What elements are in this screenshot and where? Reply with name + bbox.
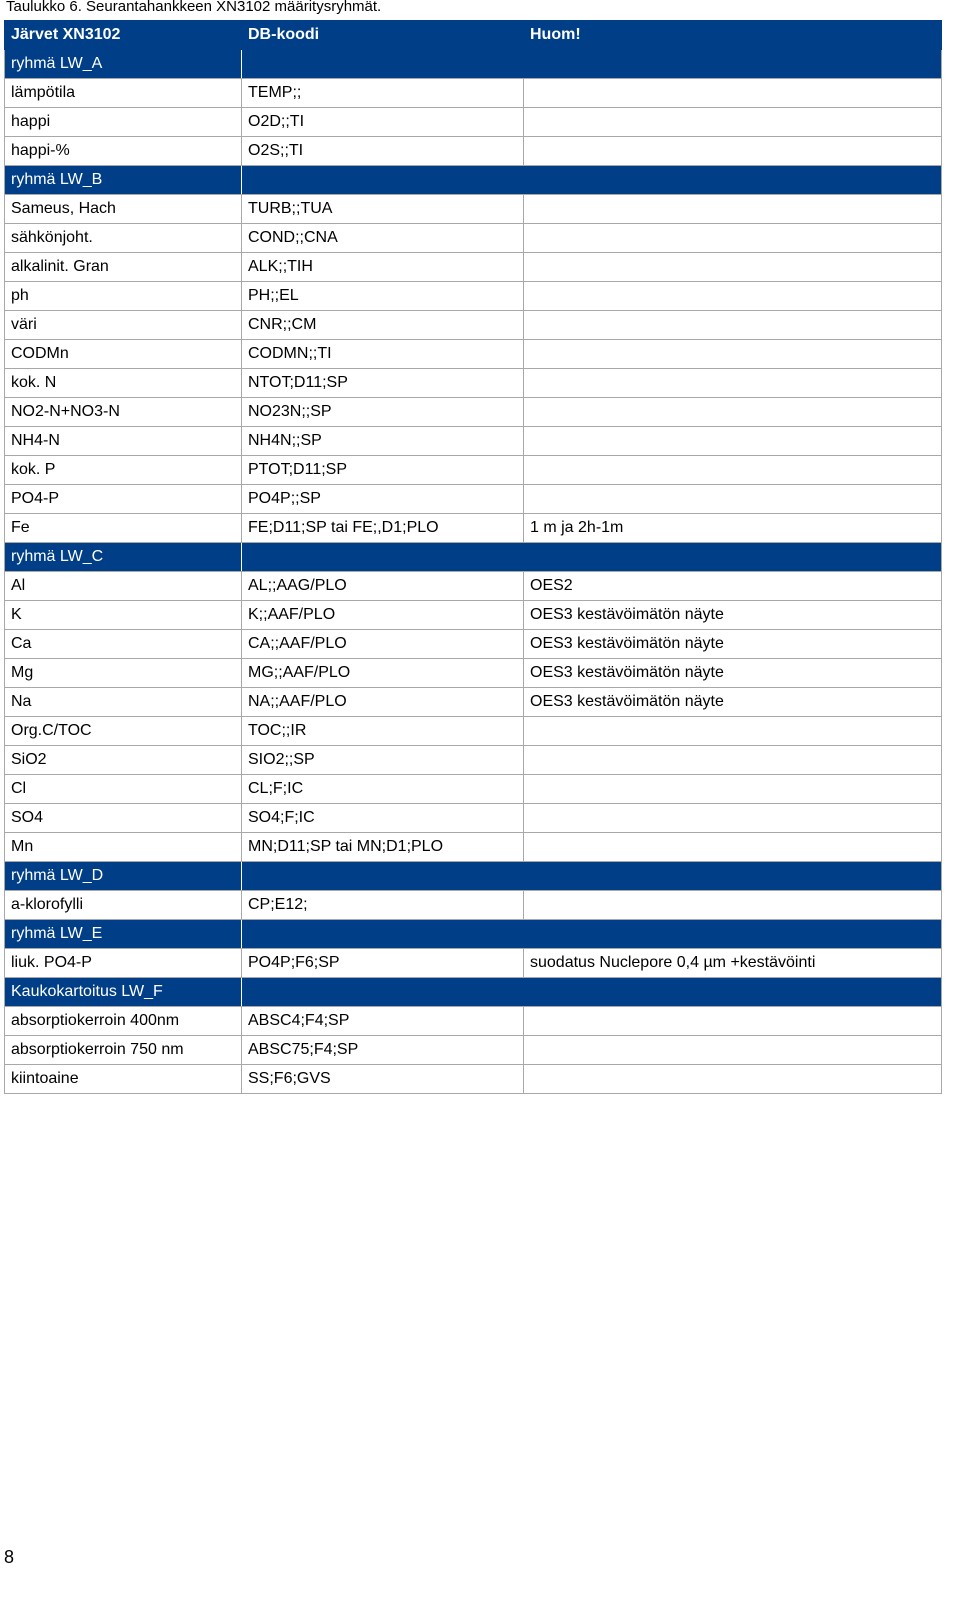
note-cell	[524, 862, 942, 891]
table-row	[5, 775, 942, 804]
db-code-cell: TURB;;TUA	[242, 195, 524, 224]
db-code-cell: PH;;EL	[242, 282, 524, 311]
table-caption: Taulukko 6. Seurantahankkeen XN3102 määritysryhmät.	[6, 0, 382, 15]
note-cell	[524, 137, 942, 166]
determination-name-cell: PO4-P	[5, 485, 242, 514]
db-code-cell	[242, 978, 524, 1007]
determination-name-cell: Ca	[5, 630, 242, 659]
table-row	[5, 224, 942, 253]
note-cell	[524, 775, 942, 804]
db-code-cell: MG;;AAF/PLO	[242, 659, 524, 688]
db-code-cell: ABSC75;F4;SP	[242, 1036, 524, 1065]
table-row	[5, 195, 942, 224]
db-code-cell: NO23N;;SP	[242, 398, 524, 427]
db-code-cell: PO4P;;SP	[242, 485, 524, 514]
table-row	[5, 659, 942, 688]
table-body	[5, 50, 942, 1094]
page-number: 8	[4, 1547, 15, 1567]
table-row	[5, 456, 942, 485]
note-cell	[524, 746, 942, 775]
db-code-cell: SIO2;;SP	[242, 746, 524, 775]
note-cell	[524, 398, 942, 427]
column-header-note: Huom!	[524, 21, 942, 50]
table-row	[5, 282, 942, 311]
note-cell	[524, 485, 942, 514]
determination-name-cell: SO4	[5, 804, 242, 833]
table-row	[5, 369, 942, 398]
note-cell	[524, 195, 942, 224]
table-row	[5, 514, 942, 543]
group-header-row	[5, 50, 942, 79]
db-code-cell: PTOT;D11;SP	[242, 456, 524, 485]
table-row	[5, 688, 942, 717]
db-code-cell: NA;;AAF/PLO	[242, 688, 524, 717]
determination-name-cell: ryhmä LW_A	[5, 50, 242, 79]
note-cell: suodatus Nuclepore 0,4 µm +kestävöinti	[524, 949, 942, 978]
note-cell	[524, 717, 942, 746]
note-cell	[524, 253, 942, 282]
table-row	[5, 79, 942, 108]
table-row	[5, 253, 942, 282]
table-row	[5, 630, 942, 659]
note-cell: OES2	[524, 572, 942, 601]
table-row	[5, 1007, 942, 1036]
group-header-row	[5, 978, 942, 1007]
determination-name-cell: happi-%	[5, 137, 242, 166]
table-row	[5, 891, 942, 920]
determination-name-cell: väri	[5, 311, 242, 340]
determination-name-cell: absorptiokerroin 400nm	[5, 1007, 242, 1036]
determination-name-cell: SiO2	[5, 746, 242, 775]
db-code-cell: SS;F6;GVS	[242, 1065, 524, 1094]
db-code-cell: TEMP;;	[242, 79, 524, 108]
db-code-cell: ABSC4;F4;SP	[242, 1007, 524, 1036]
determination-name-cell: Mn	[5, 833, 242, 862]
determination-name-cell: sähkönjoht.	[5, 224, 242, 253]
determination-name-cell: alkalinit. Gran	[5, 253, 242, 282]
determination-name-cell: ryhmä LW_B	[5, 166, 242, 195]
determination-name-cell: absorptiokerroin 750 nm	[5, 1036, 242, 1065]
db-code-cell	[242, 862, 524, 891]
note-cell	[524, 804, 942, 833]
db-code-cell: MN;D11;SP tai MN;D1;PLO	[242, 833, 524, 862]
note-cell	[524, 369, 942, 398]
db-code-cell: K;;AAF/PLO	[242, 601, 524, 630]
determination-name-cell: Mg	[5, 659, 242, 688]
note-cell	[524, 1036, 942, 1065]
db-code-cell: ALK;;TIH	[242, 253, 524, 282]
table-row	[5, 746, 942, 775]
note-cell	[524, 282, 942, 311]
determination-name-cell: Na	[5, 688, 242, 717]
note-cell: OES3 kestävöimätön näyte	[524, 630, 942, 659]
db-code-cell	[242, 50, 524, 79]
determination-name-cell: K	[5, 601, 242, 630]
db-code-cell: NH4N;;SP	[242, 427, 524, 456]
determination-name-cell: kiintoaine	[5, 1065, 242, 1094]
determination-name-cell: Org.C/TOC	[5, 717, 242, 746]
table-row	[5, 804, 942, 833]
db-code-cell: CA;;AAF/PLO	[242, 630, 524, 659]
db-code-cell: COND;;CNA	[242, 224, 524, 253]
determination-name-cell: kok. P	[5, 456, 242, 485]
db-code-cell: CL;F;IC	[242, 775, 524, 804]
note-cell: OES3 kestävöimätön näyte	[524, 601, 942, 630]
db-code-cell	[242, 920, 524, 949]
note-cell	[524, 224, 942, 253]
note-cell	[524, 340, 942, 369]
db-code-cell: CODMN;;TI	[242, 340, 524, 369]
column-header-db-code: DB-koodi	[242, 21, 524, 50]
table-row	[5, 427, 942, 456]
table-row	[5, 717, 942, 746]
determination-name-cell: a-klorofylli	[5, 891, 242, 920]
table-header-row	[5, 21, 942, 50]
note-cell	[524, 978, 942, 1007]
note-cell	[524, 79, 942, 108]
table-row	[5, 398, 942, 427]
db-code-cell: SO4;F;IC	[242, 804, 524, 833]
db-code-cell: O2D;;TI	[242, 108, 524, 137]
db-code-cell	[242, 543, 524, 572]
table-row	[5, 1065, 942, 1094]
table-row	[5, 311, 942, 340]
note-cell: OES3 kestävöimätön näyte	[524, 659, 942, 688]
note-cell	[524, 456, 942, 485]
determination-name-cell: Fe	[5, 514, 242, 543]
db-code-cell: FE;D11;SP tai FE;,D1;PLO	[242, 514, 524, 543]
determination-name-cell: NH4-N	[5, 427, 242, 456]
determination-name-cell: Sameus, Hach	[5, 195, 242, 224]
determination-groups-table	[4, 20, 942, 1094]
note-cell	[524, 891, 942, 920]
determination-name-cell: ryhmä LW_C	[5, 543, 242, 572]
table-row	[5, 572, 942, 601]
group-header-row	[5, 166, 942, 195]
table-row	[5, 108, 942, 137]
determination-name-cell: ph	[5, 282, 242, 311]
table-row	[5, 137, 942, 166]
note-cell	[524, 920, 942, 949]
determination-name-cell: Al	[5, 572, 242, 601]
determination-name-cell: kok. N	[5, 369, 242, 398]
group-header-row	[5, 862, 942, 891]
column-header-lakes: Järvet XN3102	[5, 21, 242, 50]
note-cell	[524, 1007, 942, 1036]
determination-name-cell: Kaukokartoitus LW_F	[5, 978, 242, 1007]
db-code-cell: AL;;AAG/PLO	[242, 572, 524, 601]
table-row	[5, 1036, 942, 1065]
table-row	[5, 949, 942, 978]
determination-name-cell: CODMn	[5, 340, 242, 369]
note-cell	[524, 108, 942, 137]
note-cell	[524, 50, 942, 79]
note-cell	[524, 311, 942, 340]
group-header-row	[5, 543, 942, 572]
note-cell	[524, 1065, 942, 1094]
determination-name-cell: NO2-N+NO3-N	[5, 398, 242, 427]
table-row	[5, 485, 942, 514]
note-cell	[524, 833, 942, 862]
determination-name-cell: Cl	[5, 775, 242, 804]
db-code-cell: CNR;;CM	[242, 311, 524, 340]
table-row	[5, 833, 942, 862]
db-code-cell: O2S;;TI	[242, 137, 524, 166]
db-code-cell: PO4P;F6;SP	[242, 949, 524, 978]
determination-name-cell: liuk. PO4-P	[5, 949, 242, 978]
determination-name-cell: ryhmä LW_E	[5, 920, 242, 949]
db-code-cell: TOC;;IR	[242, 717, 524, 746]
db-code-cell: NTOT;D11;SP	[242, 369, 524, 398]
note-cell: OES3 kestävöimätön näyte	[524, 688, 942, 717]
db-code-cell	[242, 166, 524, 195]
group-header-row	[5, 920, 942, 949]
determination-name-cell: ryhmä LW_D	[5, 862, 242, 891]
table-row	[5, 340, 942, 369]
note-cell	[524, 427, 942, 456]
note-cell	[524, 166, 942, 195]
determination-name-cell: happi	[5, 108, 242, 137]
determination-name-cell: lämpötila	[5, 79, 242, 108]
note-cell: 1 m ja 2h-1m	[524, 514, 942, 543]
db-code-cell: CP;E12;	[242, 891, 524, 920]
table-row	[5, 601, 942, 630]
note-cell	[524, 543, 942, 572]
